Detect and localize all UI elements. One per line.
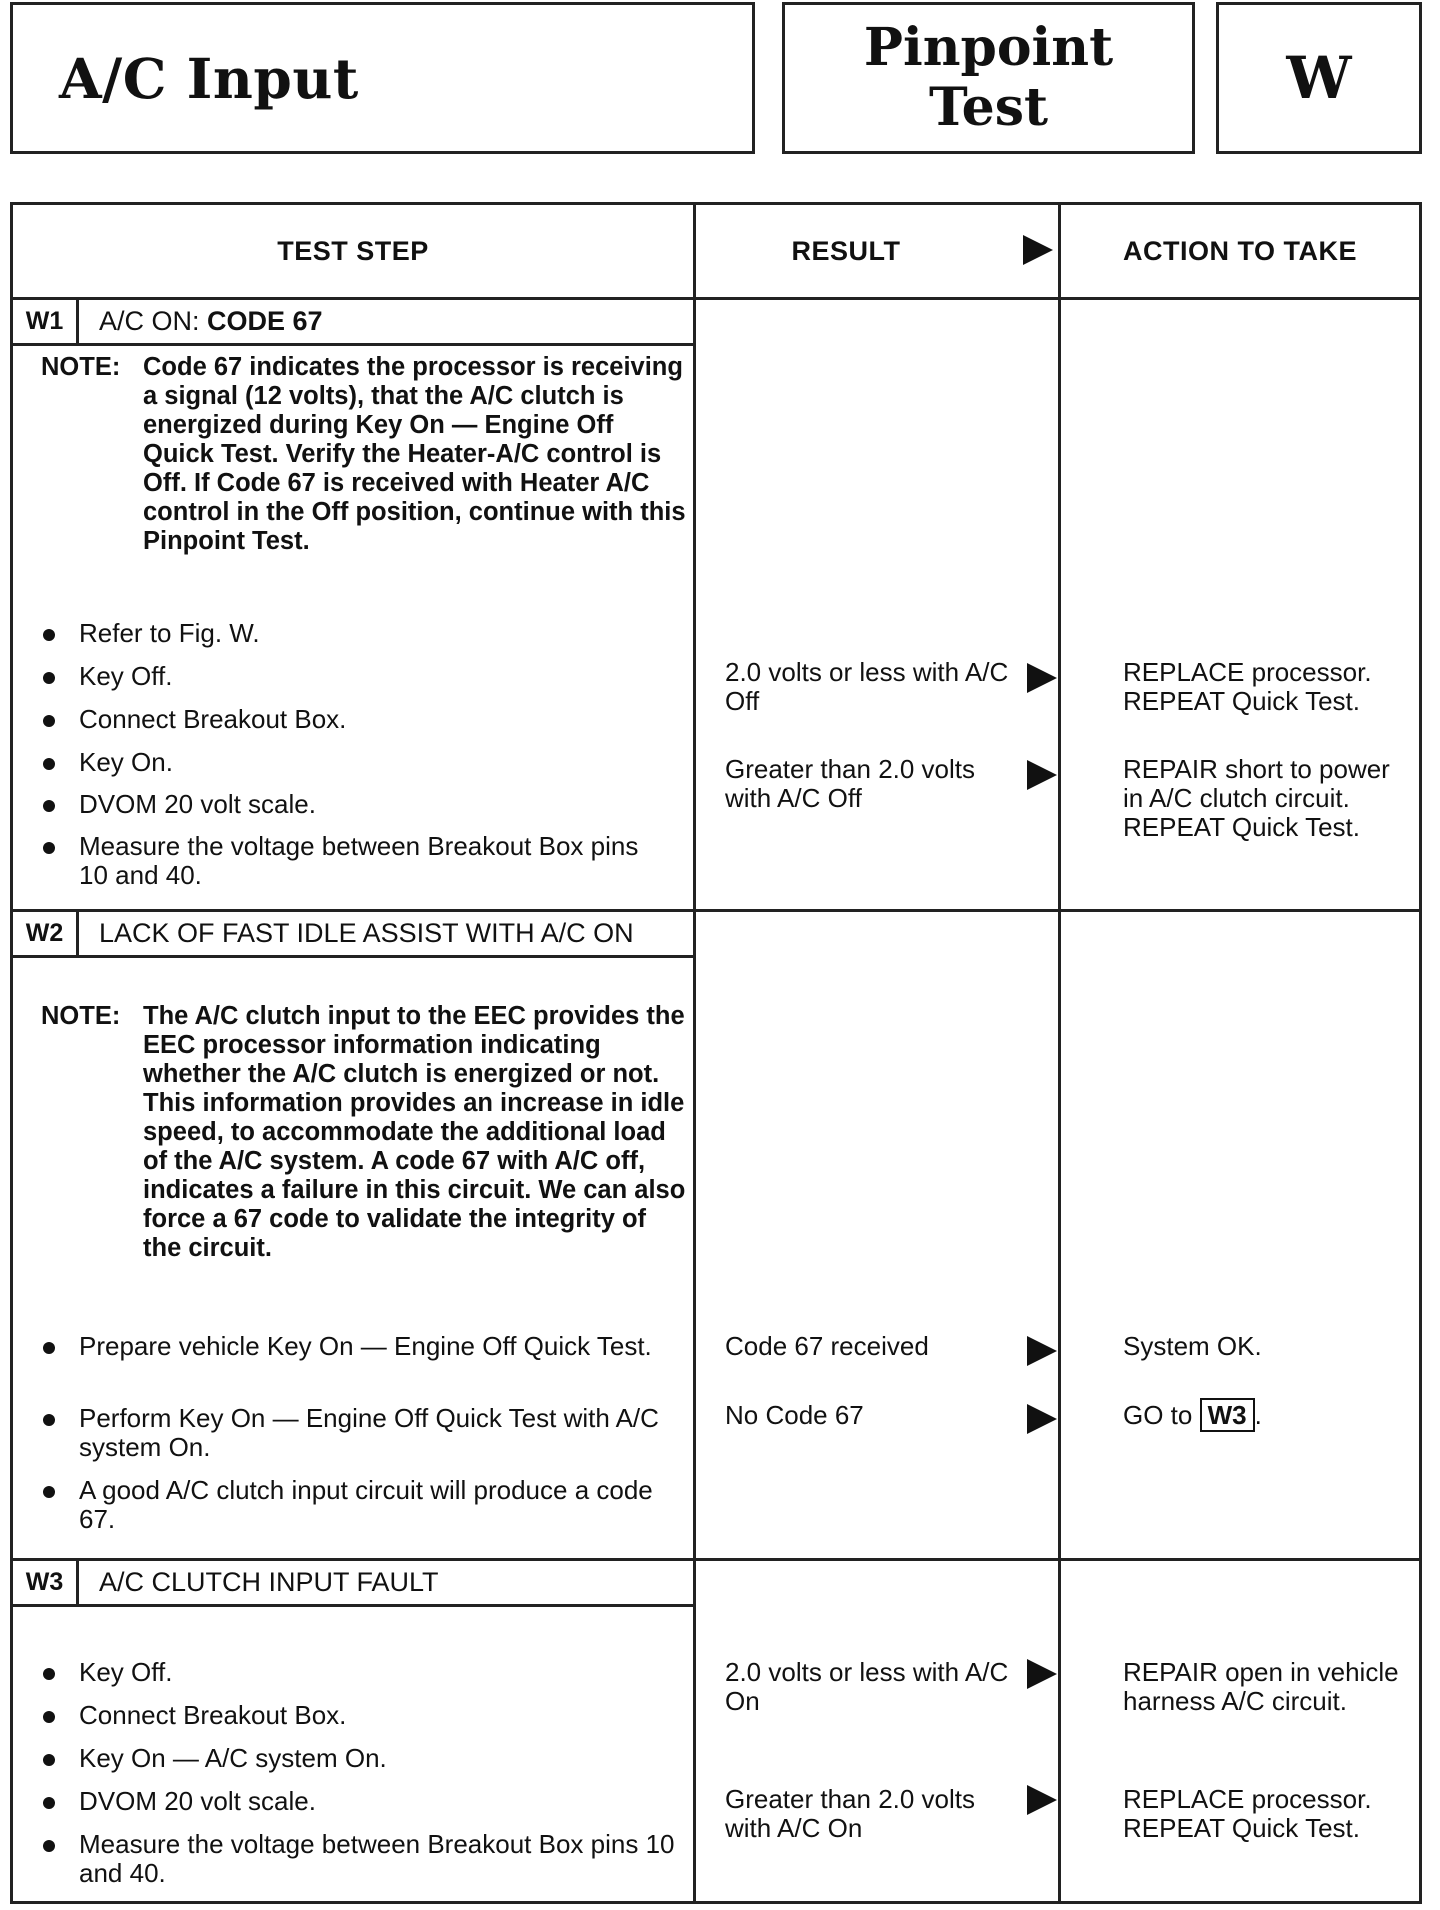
step-title-prefix: A/C ON: [99, 306, 208, 336]
result-w3-1: 2.0 volts or less with A/C On [725, 1657, 1009, 1716]
step-title-code: CODE 67 [207, 306, 323, 336]
step-header-w2 [13, 912, 693, 958]
step-title: LACK OF FAST IDLE ASSIST WITH A/C ON [99, 918, 634, 948]
step-header-w1 [13, 300, 693, 346]
result-w1-2: Greater than 2.0 volts with A/C Off [725, 754, 976, 813]
test-code-label: W [1286, 44, 1352, 112]
page-title: A/C Input [59, 45, 359, 111]
list-item: A good A/C clutch input circuit will produce a code 67. [39, 1476, 659, 1534]
list-item: Measure the voltage between Breakout Box pins 10 and 40. [39, 1830, 679, 1888]
arrow-icon [1027, 1785, 1057, 1815]
step-note-w1 [41, 353, 689, 556]
test-type-label: Pinpoint Test [863, 17, 1114, 138]
title-box [10, 2, 755, 154]
result-w3-2: Greater than 2.0 volts with A/C On [725, 1784, 976, 1843]
list-item: DVOM 20 volt scale. [39, 1787, 316, 1816]
step-title [79, 306, 323, 337]
arrow-icon [1027, 663, 1057, 693]
step-id: W1 [13, 300, 79, 343]
note-label: NOTE: [41, 1002, 121, 1030]
list-item: Connect Breakout Box. [39, 1701, 346, 1730]
goto-step-link[interactable]: W3 [1200, 1398, 1255, 1432]
list-item: Connect Breakout Box. [39, 705, 346, 734]
goto-suffix: . [1254, 1400, 1262, 1430]
list-item: Key Off. [39, 662, 172, 691]
step-id: W3 [13, 1561, 79, 1604]
step-header-w3 [13, 1561, 693, 1607]
step-id: W2 [13, 912, 79, 955]
note-text: The A/C clutch input to the EEC provides the EEC processor information indicating whether the A/C clutch is energized or not. This information provides an increase in idle speed, to accommodate the additional load of the A/C system. A code 67 with A/C off, indicates a failure in this circuit. We can also force a 67 code to validate the integrity of the circuit. [143, 1002, 686, 1262]
note-text: Code 67 indicates the processor is receiving a signal (12 volts), that the A/C clutch is energized during Key On — Engine Off Quick Test. Verify the Heater-A/C control is Off. If Code 67 is received with Heater A/C control in the Off position, continue with this Pinpoint Test. [143, 353, 686, 555]
action-w2-1: System OK. [1123, 1331, 1262, 1361]
list-item: Key Off. [39, 1658, 172, 1687]
column-header-action: ACTION TO TAKE [1123, 235, 1357, 266]
action-w1-1: REPLACE processor. REPEAT Quick Test. [1123, 657, 1372, 716]
action-w3-1: REPAIR open in vehicle harness A/C circuit. [1123, 1657, 1399, 1716]
action-w1-2: REPAIR short to power in A/C clutch circuit. REPEAT Quick Test. [1123, 754, 1390, 842]
list-item: Measure the voltage between Breakout Box pins 10 and 40. [39, 832, 659, 890]
arrow-icon [1027, 1336, 1057, 1366]
column-divider-1 [693, 205, 696, 1901]
note-label: NOTE: [41, 353, 121, 381]
step-title: A/C CLUTCH INPUT FAULT [99, 1567, 439, 1597]
list-item: Key On — A/C system On. [39, 1744, 387, 1773]
result-w2-2: No Code 67 [725, 1400, 864, 1430]
arrow-icon [1027, 1659, 1057, 1689]
header-arrow-icon [1023, 235, 1053, 265]
list-item: DVOM 20 volt scale. [39, 790, 316, 819]
result-w1-1: 2.0 volts or less with A/C Off [725, 657, 1009, 716]
test-type-box [782, 2, 1195, 154]
list-item: Refer to Fig. W. [39, 619, 260, 648]
column-divider-2 [1058, 205, 1061, 1901]
goto-prefix: GO to [1123, 1400, 1200, 1430]
pinpoint-test-table [10, 202, 1422, 1904]
arrow-icon [1027, 760, 1057, 790]
list-item: Prepare vehicle Key On — Engine Off Quick Test. [39, 1332, 659, 1361]
step-note-w2 [41, 1002, 689, 1263]
action-w3-2: REPLACE processor. REPEAT Quick Test. [1123, 1784, 1372, 1843]
column-header-test-step: TEST STEP [277, 235, 429, 266]
arrow-icon [1027, 1404, 1057, 1434]
test-code-box [1216, 2, 1422, 154]
action-w2-2 [1123, 1398, 1413, 1432]
list-item: Perform Key On — Engine Off Quick Test with A/C system On. [39, 1404, 659, 1462]
column-header-result: RESULT [791, 235, 901, 266]
list-item: Key On. [39, 748, 173, 777]
result-w2-1: Code 67 received [725, 1331, 929, 1361]
